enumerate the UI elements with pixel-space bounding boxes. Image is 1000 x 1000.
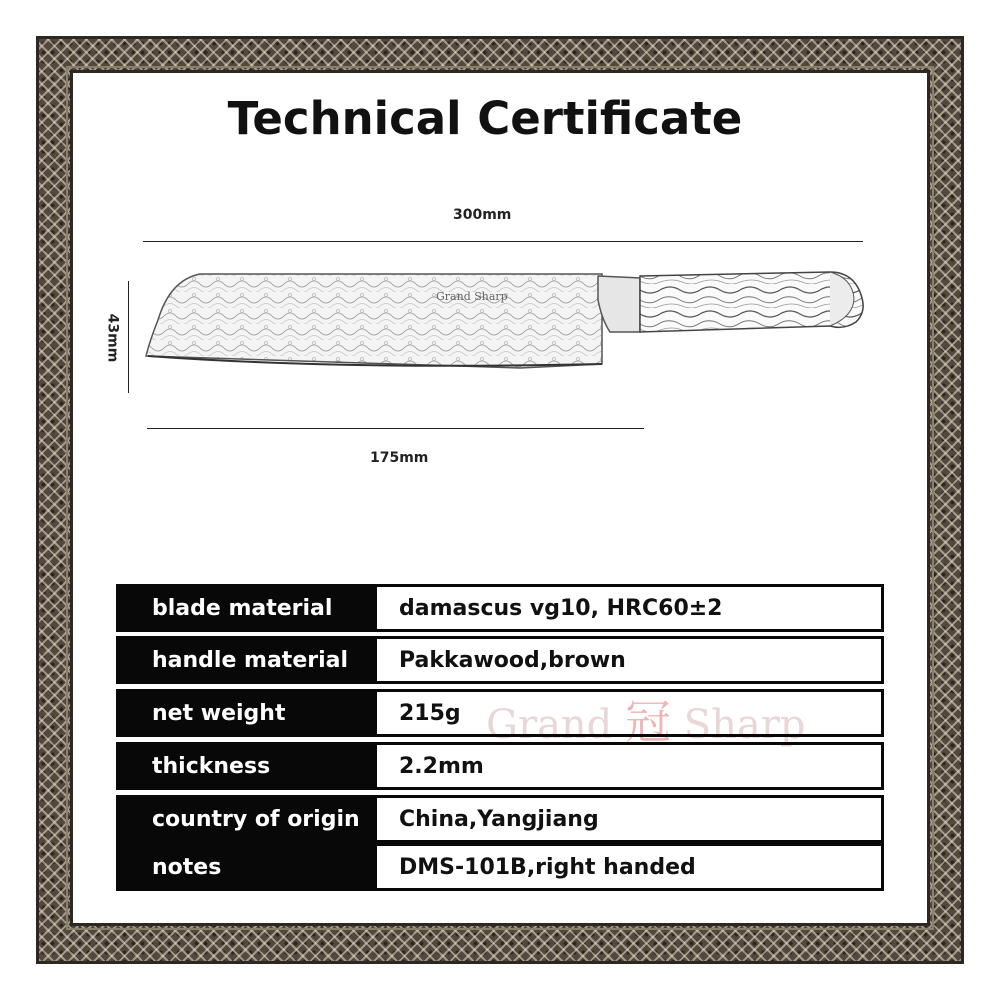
- knife-bolster: [598, 276, 640, 332]
- spec-row-handle-material: [116, 636, 884, 684]
- watermark-text-right: Sharp: [683, 702, 806, 748]
- spec-label: thickness: [116, 742, 374, 790]
- spec-row-net-weight: [116, 689, 884, 737]
- spec-row-country-of-origin: [116, 795, 884, 843]
- total-length-label: 300mm: [453, 207, 512, 223]
- total-length-line: [143, 241, 863, 242]
- spec-label: handle material: [116, 636, 374, 684]
- knife-blade: [146, 274, 602, 368]
- spec-row-blade-material: [116, 584, 884, 632]
- spec-label: blade material: [116, 584, 374, 632]
- page-title: Technical Certificate: [227, 92, 743, 145]
- spec-label: net weight: [116, 689, 374, 737]
- blade-length-line: [147, 428, 644, 429]
- spec-label: country of origin: [116, 795, 374, 843]
- spec-row-notes: [116, 843, 884, 891]
- blade-height-label: 43mm: [104, 313, 121, 363]
- blade-engraving: Grand Sharp: [436, 290, 508, 303]
- watermark-mark: 冠: [625, 695, 672, 749]
- spec-value: China,Yangjiang: [374, 795, 884, 843]
- spec-value: 2.2mm: [374, 742, 884, 790]
- spec-value: Pakkawood,brown: [374, 636, 884, 684]
- knife-illustration: [140, 260, 880, 400]
- spec-value: DMS-101B,right handed: [374, 843, 884, 891]
- knife-handle: [640, 272, 863, 332]
- spec-label: notes: [116, 843, 374, 891]
- blade-length-label: 175mm: [370, 450, 429, 466]
- spec-value: damascus vg10, HRC60±2: [374, 584, 884, 632]
- watermark-text-left: Grand: [486, 702, 613, 748]
- blade-height-line: [128, 281, 129, 393]
- spec-value: 215g: [374, 689, 884, 737]
- spec-row-thickness: [116, 742, 884, 790]
